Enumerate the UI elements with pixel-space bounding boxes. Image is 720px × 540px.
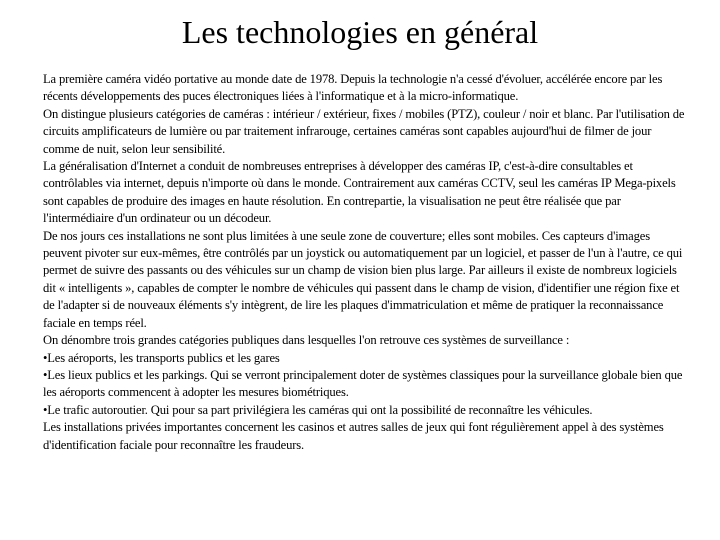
paragraph-mobile-installations: De nos jours ces installations ne sont plus limitées à une seule zone de couverture; elles sont mobiles. Ces capteurs d'images peuvent pivoter sur eux-mêmes, être contrôlés par un joystick ou automatiquement par un logiciel, et passer de l'un à l'autre, ce qui permet de suivre des passants ou des véhicules sur un champ de vision bien plus large. Par ailleurs il existe de nombreux logiciels dit « intelligents », capables de compter le nombre de véhicules qui passent dans le champ de vision, d'identifier une région fixe et de l'adapter si de nouveaux éléments s'y intègrent, de lire les plaques d'immatriculation et même de pratiquer la reconnaissance faciale en temps réel.	[43, 228, 683, 330]
slide-body	[43, 71, 688, 454]
paragraph-camera-categories: On distingue plusieurs catégories de caméras : intérieur / extérieur, fixes / mobiles (PTZ), couleur / noir et blanc. Par l'utilisation de circuits amplificateurs de lumière ou par traitement infrarouge, certaines caméras sont capables aujourd'hui de filmer de jour comme de nuit, selon leur sensibilité.	[43, 106, 685, 156]
paragraph-public-categories: On dénombre trois grandes catégories publiques dans lesquelles l'on retrouve ces systèmes de surveillance :	[43, 333, 570, 348]
bullet-public-places: •Les lieux publics et les parkings. Qui se verront principalement doter de systèmes classiques pour la surveillance globale bien que les aéroports commencent à adopter les mesures biométriques.	[43, 367, 683, 400]
paragraph-first-camera: La première caméra vidéo portative au monde date de 1978. Depuis la technologie n'a cessé d'évoluer, accélérée encore par les récents développements des puces électroniques liées à l'informatique et à la micro-informatique.	[43, 72, 663, 104]
paragraph-ip-cameras: La généralisation d'Internet a conduit de nombreuses entreprises à développer des caméras IP, c'est-à-dire consultables et contrôlables via internet, depuis n'importe où dans le monde. Contrairement aux caméras CCTV, seul les caméras IP Mega-pixels sont capables de produire des images en haute résolution. En contrepartie, la visualisation ne peut être réalisée que par l'intermédiaire d'un ordinateur ou un décodeur.	[43, 159, 676, 226]
bullet-airports: •Les aéroports, les transports publics et les gares	[43, 350, 280, 365]
bullet-highway-traffic: •Le trafic autoroutier. Qui pour sa part privilégiera les caméras qui ont la possibilité de reconnaître les véhicules.	[43, 402, 593, 417]
slide-title: Les technologies en général	[181, 14, 539, 50]
paragraph-private-installations: Les installations privées importantes concernent les casinos et autres salles de jeux qui font régulièrement appel à des systèmes d'identification faciale pour reconnaître les fraudeurs.	[43, 420, 664, 452]
